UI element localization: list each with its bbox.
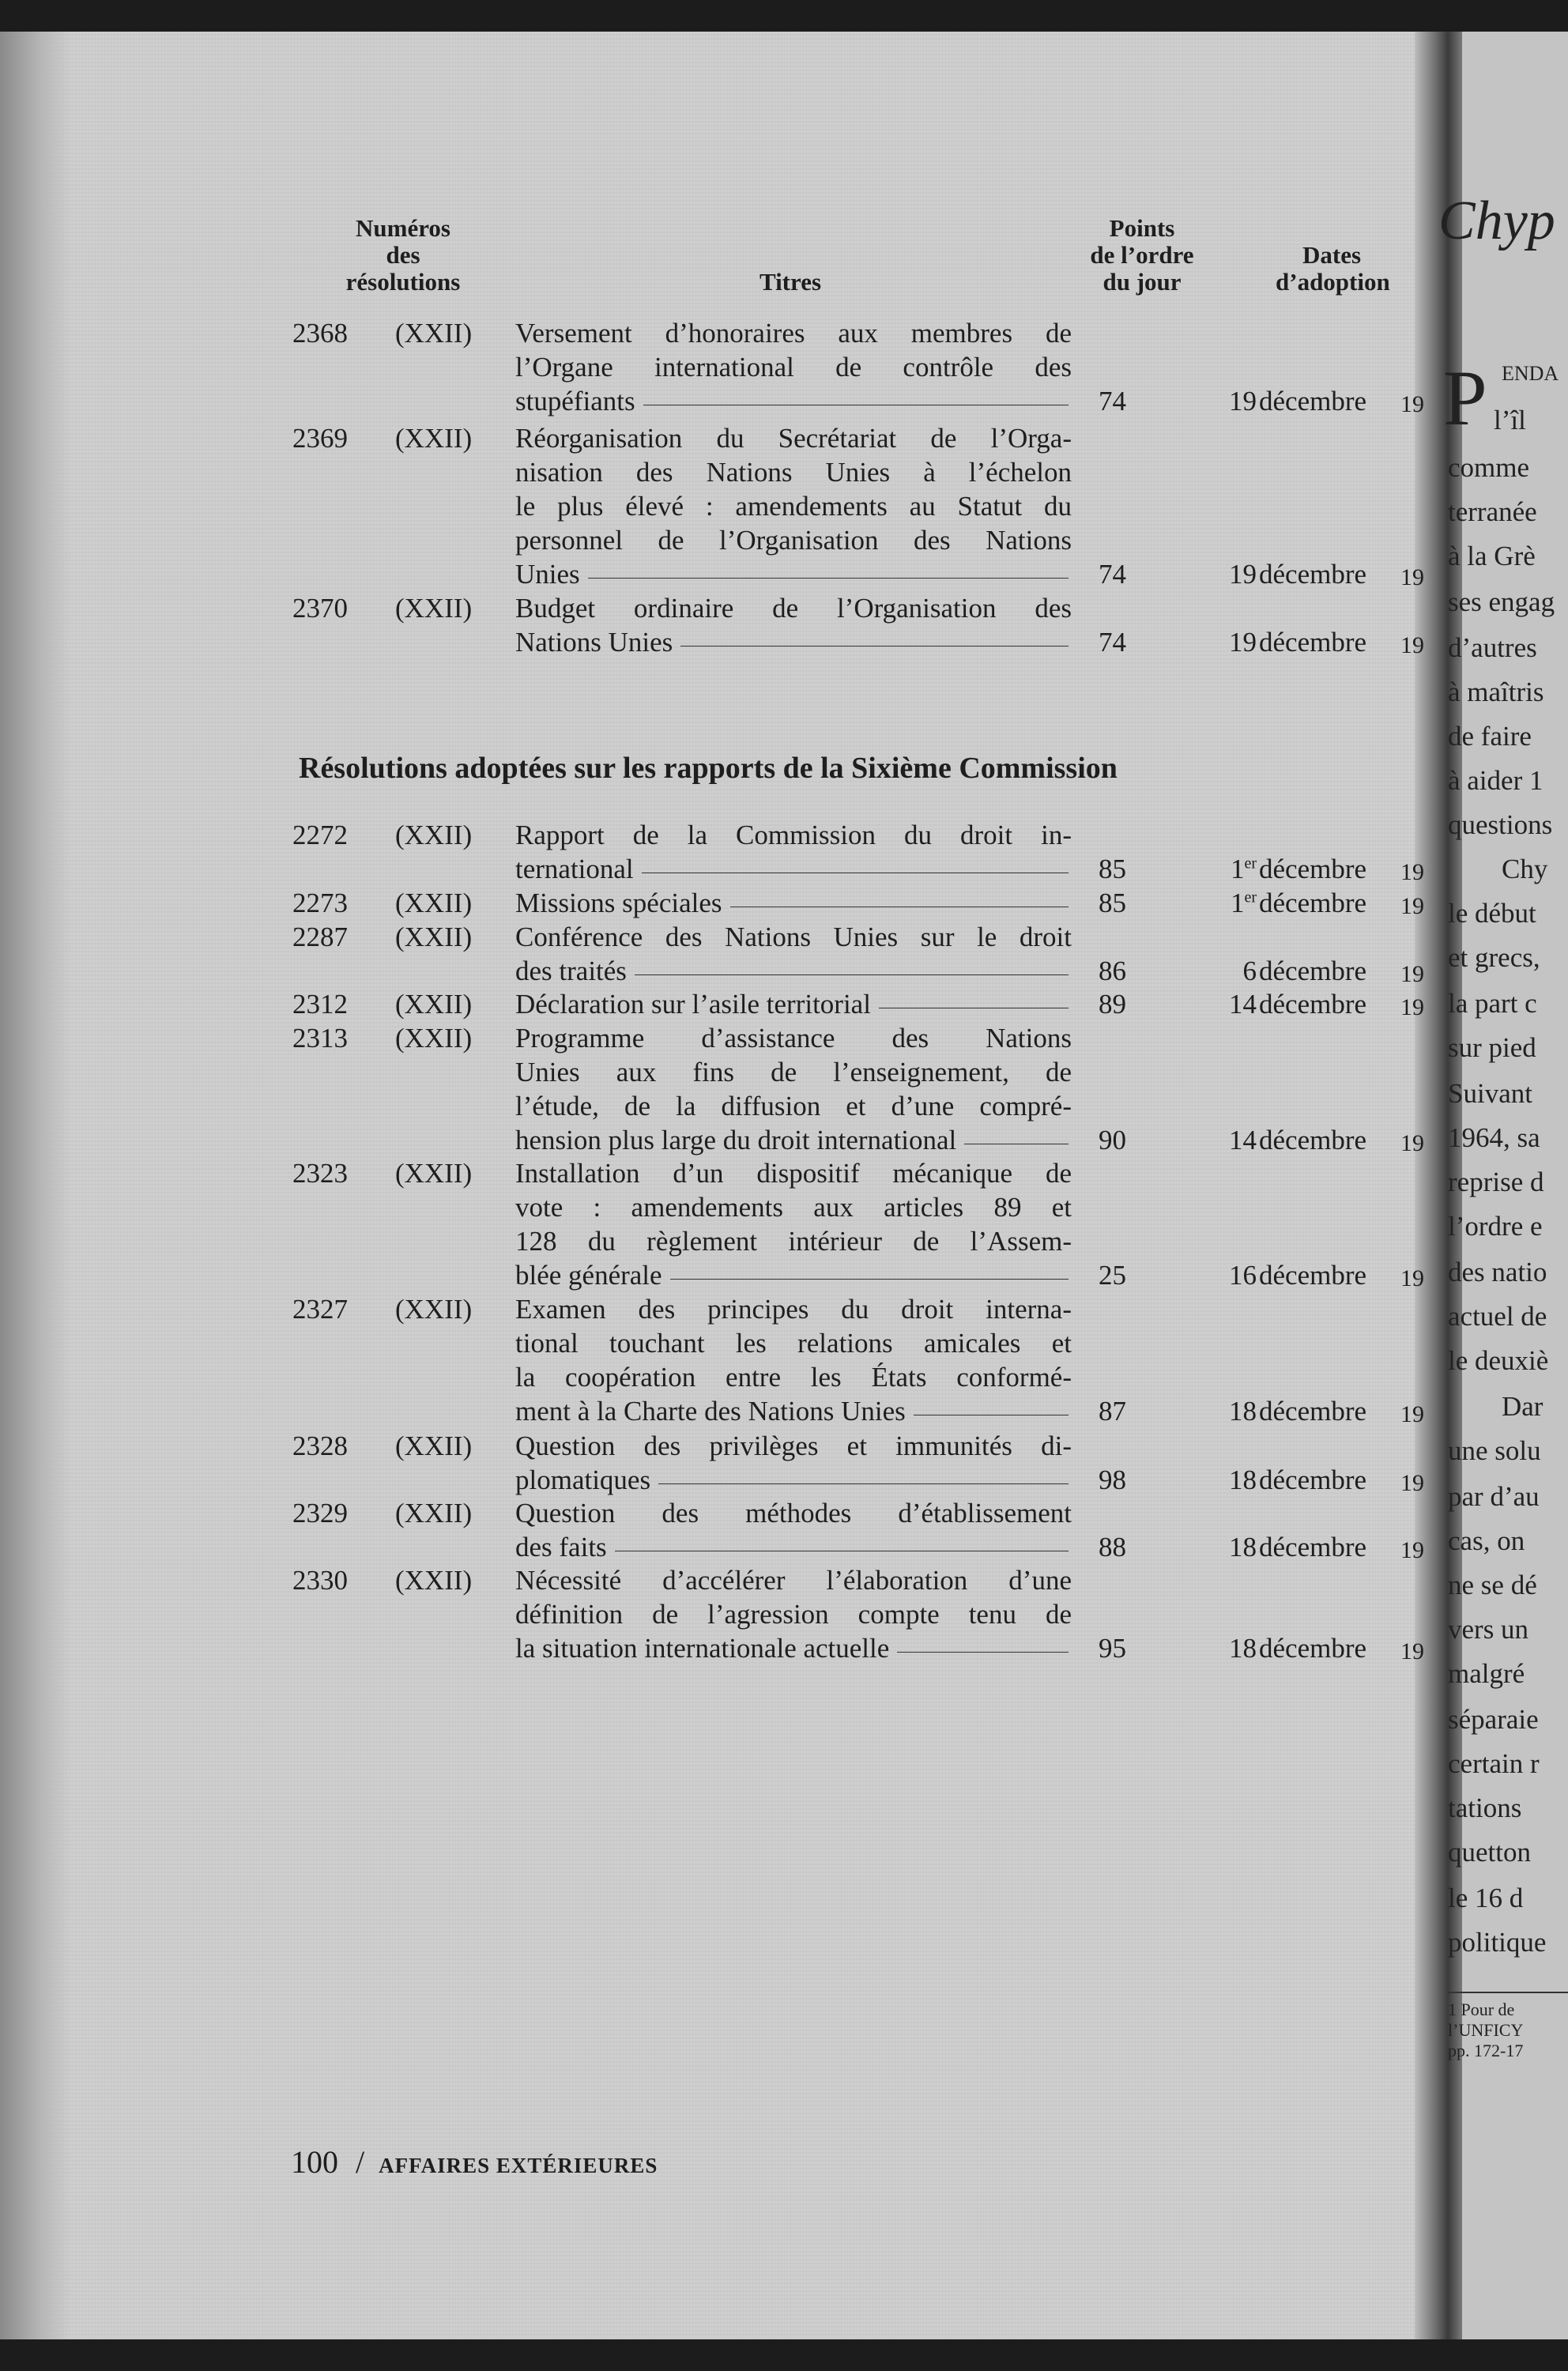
- title-line: Déclaration sur l’asile territorial: [515, 987, 1072, 1021]
- adoption-year: 19: [1400, 1537, 1424, 1563]
- adoption-day: 18: [1229, 1532, 1257, 1562]
- facing-page-line: de faire: [1448, 721, 1532, 752]
- resolution-number: 2287: [292, 922, 348, 952]
- adoption-month: décembre: [1259, 1633, 1367, 1664]
- title-line: Programme d’assistance des Nations: [515, 1023, 1072, 1054]
- resolution-session: (XXII): [395, 1158, 473, 1189]
- title-line: Question des privilèges et immunités di-: [515, 1431, 1072, 1461]
- facing-page-line: d’autres: [1448, 632, 1537, 663]
- title-line: le plus élevé : amendements au Statut du: [515, 491, 1072, 522]
- facing-page-line: ne se dé: [1448, 1570, 1537, 1600]
- title-line: Unies aux fins de l’enseignement, de: [515, 1057, 1072, 1087]
- resolution-session: (XXII): [395, 318, 473, 349]
- resolution-number: 2273: [292, 888, 348, 918]
- resolution-title: [515, 1292, 1072, 1428]
- facing-page-line: reprise d: [1448, 1167, 1544, 1197]
- adoption-year: 19: [1400, 1470, 1424, 1496]
- title-line: Nécessité d’accélérer l’élaboration d’une: [515, 1565, 1072, 1596]
- facing-page-line: 1964, sa: [1448, 1122, 1540, 1153]
- leader-line: [658, 1483, 1069, 1484]
- resolution-session: (XXII): [395, 1023, 473, 1054]
- resolution-number: 2312: [292, 989, 348, 1020]
- resolution-session: (XXII): [395, 1565, 473, 1596]
- adoption-year: 19: [1400, 893, 1424, 919]
- adoption-year: 19: [1400, 994, 1424, 1020]
- facing-page-line: actuel de: [1448, 1301, 1547, 1332]
- leader-line: [588, 578, 1069, 579]
- adoption-month: décembre: [1259, 1260, 1367, 1291]
- resolution-session: (XXII): [395, 888, 473, 918]
- leader-line: [670, 1279, 1069, 1280]
- resolution-session: (XXII): [395, 1431, 473, 1461]
- agenda-point: 88: [1099, 1532, 1126, 1562]
- leader-line: [897, 1652, 1069, 1653]
- adoption-day: 16: [1229, 1260, 1257, 1291]
- title-line: hension plus large du droit international: [515, 1123, 1072, 1157]
- facing-page-line: certain r: [1448, 1748, 1540, 1779]
- title-line: l’Organe international de contrôle des: [515, 352, 1072, 383]
- facing-page-line: ses engag: [1448, 586, 1555, 617]
- facing-page-line: à maîtris: [1448, 677, 1544, 707]
- title-line: ment à la Charte des Nations Unies: [515, 1394, 1072, 1428]
- agenda-point: 86: [1099, 956, 1126, 986]
- facing-page-drop-cap: P: [1443, 354, 1487, 442]
- header-titles: Titres: [759, 268, 822, 296]
- resolution-number: 2323: [292, 1158, 348, 1189]
- footnote-rule: [1448, 1992, 1568, 1993]
- adoption-month: décembre: [1259, 888, 1367, 918]
- title-line: Question des méthodes d’établissement: [515, 1498, 1072, 1529]
- page-number: 100: [291, 2144, 338, 2180]
- facing-page-footnote-line: 1 Pour de: [1448, 2000, 1515, 2019]
- title-line: la situation internationale actuelle: [515, 1631, 1072, 1665]
- resolution-session: (XXII): [395, 1294, 473, 1325]
- title-line: plomatiques: [515, 1463, 1072, 1497]
- adoption-month: décembre: [1259, 386, 1367, 417]
- facing-page-line: à la Grè: [1448, 541, 1536, 571]
- title-line: nisation des Nations Unies à l’échelon: [515, 457, 1072, 488]
- adoption-month: décembre: [1259, 1532, 1367, 1562]
- resolution-number: 2313: [292, 1023, 348, 1054]
- facing-page-line: le début: [1448, 898, 1536, 929]
- adoption-day: 14: [1229, 989, 1257, 1020]
- agenda-point: 85: [1099, 854, 1126, 884]
- title-line: tional touchant les relations amicales et: [515, 1328, 1072, 1359]
- adoption-year: 19: [1400, 1638, 1424, 1664]
- facing-page-footnote-line: pp. 172-17: [1448, 2041, 1524, 2060]
- facing-page-line: la part c: [1448, 988, 1537, 1019]
- resolution-title: [515, 316, 1072, 418]
- ordinal-suffix: er: [1244, 854, 1257, 873]
- adoption-year: 19: [1400, 564, 1424, 590]
- adoption-year: 19: [1400, 391, 1424, 417]
- facing-page-line: politique: [1448, 1927, 1547, 1958]
- resolution-title: [515, 920, 1072, 988]
- adoption-day: 19: [1229, 627, 1257, 658]
- resolution-session: (XXII): [395, 922, 473, 952]
- facing-page-line: l’îl: [1494, 405, 1526, 435]
- resolution-number: 2370: [292, 593, 348, 624]
- facing-page-line: et grecs,: [1448, 942, 1540, 973]
- adoption-year: 19: [1400, 859, 1424, 885]
- adoption-day: 1er: [1230, 888, 1257, 918]
- facing-page-line: quetton: [1448, 1837, 1531, 1868]
- resolution-session: (XXII): [395, 1498, 473, 1529]
- title-line: blée générale: [515, 1258, 1072, 1292]
- adoption-month: décembre: [1259, 1464, 1367, 1495]
- facing-page-line: Chy: [1502, 854, 1548, 884]
- agenda-point: 98: [1099, 1464, 1126, 1495]
- adoption-year: 19: [1400, 632, 1424, 658]
- facing-page-line: par d’au: [1448, 1481, 1540, 1512]
- section-title: Résolutions adoptées sur les rapports de la Sixième Commission: [299, 752, 1118, 785]
- adoption-year: 19: [1400, 1401, 1424, 1427]
- footer-separator: /: [356, 2144, 365, 2180]
- adoption-month: décembre: [1259, 854, 1367, 884]
- resolution-title: [515, 1429, 1072, 1497]
- adoption-month: décembre: [1259, 989, 1367, 1020]
- adoption-day: 14: [1229, 1125, 1257, 1155]
- header-dates: Dates d’adoption: [1276, 242, 1390, 296]
- title-line: Nations Unies: [515, 625, 1072, 659]
- resolution-number: 2327: [292, 1294, 348, 1325]
- title-line: 128 du règlement intérieur de l’Assem-: [515, 1226, 1072, 1257]
- facing-page-line: malgré: [1448, 1658, 1525, 1689]
- agenda-point: 74: [1099, 627, 1126, 658]
- publication-name: AFFAIRES EXTÉRIEURES: [379, 2154, 658, 2177]
- resolution-title: [515, 987, 1072, 1021]
- agenda-point: 95: [1099, 1633, 1126, 1664]
- resolution-number: 2328: [292, 1431, 348, 1461]
- facing-page-footnote-line: l’UNFICY: [1448, 2020, 1524, 2040]
- facing-page-line: l’ordre e: [1448, 1211, 1543, 1242]
- adoption-day: 19: [1229, 386, 1257, 417]
- adoption-month: décembre: [1259, 627, 1367, 658]
- adoption-day: 18: [1229, 1464, 1257, 1495]
- resolution-title: [515, 591, 1072, 659]
- facing-page-line: une solu: [1448, 1435, 1541, 1466]
- facing-page-title: Chyp: [1438, 190, 1555, 251]
- facing-page-line: le 16 d: [1448, 1883, 1524, 1913]
- adoption-year: 19: [1400, 1265, 1424, 1291]
- adoption-day: 18: [1229, 1633, 1257, 1664]
- title-line: l’étude, de la diffusion et d’une compré-: [515, 1091, 1072, 1121]
- leader-line: [635, 974, 1069, 975]
- agenda-point: 90: [1099, 1125, 1126, 1155]
- adoption-month: décembre: [1259, 559, 1367, 590]
- resolution-title: [515, 818, 1072, 886]
- agenda-point: 85: [1099, 888, 1126, 918]
- title-line: vote : amendements aux articles 89 et: [515, 1192, 1072, 1223]
- resolution-session: (XXII): [395, 989, 473, 1020]
- scan-border-bottom: [0, 2339, 1568, 2371]
- resolution-title: [515, 886, 1072, 920]
- resolution-number: 2330: [292, 1565, 348, 1596]
- facing-page-line: Dar: [1502, 1391, 1544, 1422]
- facing-page-line: des natio: [1448, 1257, 1547, 1287]
- facing-page-line: vers un: [1448, 1614, 1529, 1645]
- adoption-month: décembre: [1259, 1125, 1367, 1155]
- agenda-point: 89: [1099, 989, 1126, 1020]
- facing-page-line: tations: [1448, 1792, 1522, 1823]
- title-line: Versement d’honoraires aux membres de: [515, 318, 1072, 349]
- title-line: Conférence des Nations Unies sur le droit: [515, 922, 1072, 952]
- adoption-day: 19: [1229, 559, 1257, 590]
- title-line: définition de l’agression compte tenu de: [515, 1599, 1072, 1630]
- title-line: Unies: [515, 557, 1072, 591]
- resolution-title: [515, 1021, 1072, 1157]
- page-footer: [291, 2143, 658, 2181]
- title-line: des traités: [515, 954, 1072, 988]
- header-numbers: Numéros des résolutions: [345, 214, 461, 296]
- title-line: ternational: [515, 852, 1072, 886]
- resolution-session: (XXII): [395, 423, 473, 454]
- resolution-number: 2369: [292, 423, 348, 454]
- resolution-session: (XXII): [395, 593, 473, 624]
- facing-page-line: le deuxiè: [1448, 1345, 1549, 1376]
- agenda-point: 74: [1099, 386, 1126, 417]
- facing-page-line: séparaie: [1448, 1704, 1539, 1735]
- agenda-point: 25: [1099, 1260, 1126, 1291]
- resolution-title: [515, 1563, 1072, 1665]
- facing-page-line: ENDA: [1502, 362, 1559, 385]
- adoption-day: 18: [1229, 1396, 1257, 1427]
- title-line: Missions spéciales: [515, 886, 1072, 920]
- header-points: Points de l’ordre du jour: [1090, 214, 1194, 296]
- resolution-title: [515, 1496, 1072, 1564]
- facing-page-line: à aider 1: [1448, 765, 1544, 796]
- agenda-point: 74: [1099, 559, 1126, 590]
- adoption-year: 19: [1400, 961, 1424, 987]
- facing-page-line: terranée: [1448, 496, 1537, 527]
- title-line: stupéfiants: [515, 384, 1072, 418]
- title-line: personnel de l’Organisation des Nations: [515, 525, 1072, 556]
- title-line: Examen des principes du droit interna-: [515, 1294, 1072, 1325]
- resolution-session: (XXII): [395, 820, 473, 850]
- agenda-point: 87: [1099, 1396, 1126, 1427]
- title-line: Installation d’un dispositif mécanique de: [515, 1158, 1072, 1189]
- adoption-day: 1er: [1230, 854, 1257, 884]
- resolution-title: [515, 421, 1072, 591]
- scan-border-top: [0, 0, 1568, 32]
- facing-page-line: comme: [1448, 452, 1530, 483]
- facing-page-line: sur pied: [1448, 1032, 1536, 1063]
- adoption-day: 6: [1242, 956, 1257, 986]
- adoption-month: décembre: [1259, 956, 1367, 986]
- title-line: Rapport de la Commission du droit in-: [515, 820, 1072, 850]
- scan-spine-shadow: [0, 32, 71, 2339]
- ordinal-suffix: er: [1244, 888, 1257, 907]
- adoption-month: décembre: [1259, 1396, 1367, 1427]
- adoption-year: 19: [1400, 1130, 1424, 1156]
- title-line: Réorganisation du Secrétariat de l’Orga-: [515, 423, 1072, 454]
- resolution-number: 2272: [292, 820, 348, 850]
- resolution-title: [515, 1156, 1072, 1292]
- facing-page-line: Suivant: [1448, 1078, 1532, 1109]
- title-line: Budget ordinaire de l’Organisation des: [515, 593, 1072, 624]
- title-line: la coopération entre les États conformé-: [515, 1362, 1072, 1393]
- facing-page-line: cas, on: [1448, 1525, 1525, 1556]
- resolution-number: 2368: [292, 318, 348, 349]
- facing-page-line: questions: [1448, 809, 1553, 840]
- resolution-number: 2329: [292, 1498, 348, 1529]
- title-line: des faits: [515, 1530, 1072, 1564]
